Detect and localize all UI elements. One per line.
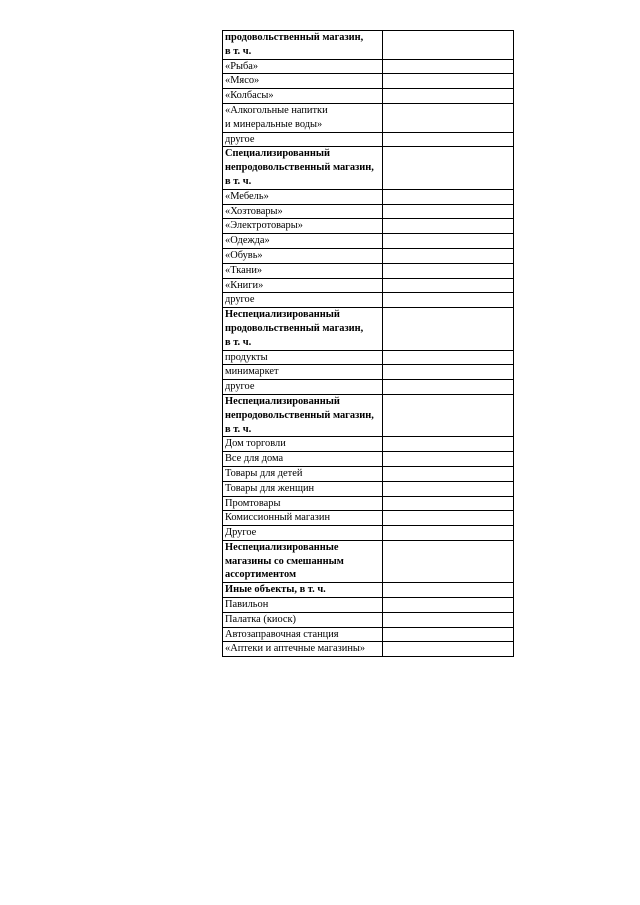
row-label: Неспециализированный продовольственный магазин, в т. ч. [223, 308, 383, 350]
table-row [223, 496, 514, 511]
row-label: Промтовары [223, 496, 383, 511]
table-row [223, 278, 514, 293]
row-value-cell [383, 452, 514, 467]
table-row [223, 248, 514, 263]
row-label: Иные объекты, в т. ч. [223, 583, 383, 598]
row-label: другое [223, 380, 383, 395]
table-row [223, 526, 514, 541]
row-value-cell [383, 204, 514, 219]
table-row [223, 481, 514, 496]
row-label: «Рыба» [223, 59, 383, 74]
table-row [223, 89, 514, 104]
row-label: «Хозтовары» [223, 204, 383, 219]
table-row [223, 103, 514, 132]
row-label: Дом торговли [223, 437, 383, 452]
row-value-cell [383, 350, 514, 365]
row-label: Автозаправочная станция [223, 627, 383, 642]
row-label: Специализированный непродовольственный магазин, в т. ч. [223, 147, 383, 189]
table-row [223, 437, 514, 452]
table-row [223, 147, 514, 189]
row-label: Все для дома [223, 452, 383, 467]
row-label: «Электротовары» [223, 219, 383, 234]
table-row [223, 598, 514, 613]
table-row [223, 380, 514, 395]
table-row [223, 189, 514, 204]
row-label: Другое [223, 526, 383, 541]
row-value-cell [383, 437, 514, 452]
table-row [223, 612, 514, 627]
row-value-cell [383, 234, 514, 249]
table-row [223, 452, 514, 467]
table-row [223, 583, 514, 598]
row-label: «Аптеки и аптечные магазины» [223, 642, 383, 657]
row-label: «Обувь» [223, 248, 383, 263]
row-value-cell [383, 612, 514, 627]
row-value-cell [383, 308, 514, 350]
row-value-cell [383, 103, 514, 132]
row-value-cell [383, 583, 514, 598]
table-row [223, 540, 514, 582]
table-body [223, 31, 514, 657]
row-value-cell [383, 511, 514, 526]
row-label: «Одежда» [223, 234, 383, 249]
row-value-cell [383, 466, 514, 481]
row-label: Товары для женщин [223, 481, 383, 496]
table-row [223, 511, 514, 526]
row-label: Павильон [223, 598, 383, 613]
row-label: продукты [223, 350, 383, 365]
table-row [223, 234, 514, 249]
table-row [223, 350, 514, 365]
row-label: Товары для детей [223, 466, 383, 481]
row-label: продовольственный магазин, в т. ч. [223, 31, 383, 60]
row-value-cell [383, 394, 514, 436]
table-row [223, 627, 514, 642]
row-value-cell [383, 89, 514, 104]
table-row [223, 263, 514, 278]
row-label: другое [223, 132, 383, 147]
table-row [223, 59, 514, 74]
row-label: Комиссионный магазин [223, 511, 383, 526]
row-value-cell [383, 496, 514, 511]
table-row [223, 308, 514, 350]
row-value-cell [383, 59, 514, 74]
table-row [223, 466, 514, 481]
row-label: Неспециализированный непродовольственный магазин, в т. ч. [223, 394, 383, 436]
table-row [223, 293, 514, 308]
row-label: минимаркет [223, 365, 383, 380]
row-label: «Ткани» [223, 263, 383, 278]
row-value-cell [383, 365, 514, 380]
table-row [223, 219, 514, 234]
row-value-cell [383, 219, 514, 234]
row-label: «Мебель» [223, 189, 383, 204]
table-row [223, 31, 514, 60]
table-row [223, 394, 514, 436]
row-value-cell [383, 31, 514, 60]
row-label: другое [223, 293, 383, 308]
table-row [223, 74, 514, 89]
row-value-cell [383, 642, 514, 657]
row-value-cell [383, 248, 514, 263]
row-value-cell [383, 278, 514, 293]
row-value-cell [383, 380, 514, 395]
row-value-cell [383, 598, 514, 613]
row-value-cell [383, 627, 514, 642]
row-label: «Колбасы» [223, 89, 383, 104]
row-label: Палатка (киоск) [223, 612, 383, 627]
table-row [223, 204, 514, 219]
row-label: «Мясо» [223, 74, 383, 89]
row-value-cell [383, 293, 514, 308]
row-value-cell [383, 132, 514, 147]
table-row [223, 642, 514, 657]
row-label: «Алкогольные напитки и минеральные воды» [223, 103, 383, 132]
store-types-table [222, 30, 514, 657]
table-row [223, 365, 514, 380]
row-value-cell [383, 526, 514, 541]
row-value-cell [383, 74, 514, 89]
row-label: «Книги» [223, 278, 383, 293]
row-value-cell [383, 540, 514, 582]
row-value-cell [383, 263, 514, 278]
row-label: Неспециализированные магазины со смешанным ассортиментом [223, 540, 383, 582]
row-value-cell [383, 481, 514, 496]
row-value-cell [383, 147, 514, 189]
row-value-cell [383, 189, 514, 204]
table-row [223, 132, 514, 147]
